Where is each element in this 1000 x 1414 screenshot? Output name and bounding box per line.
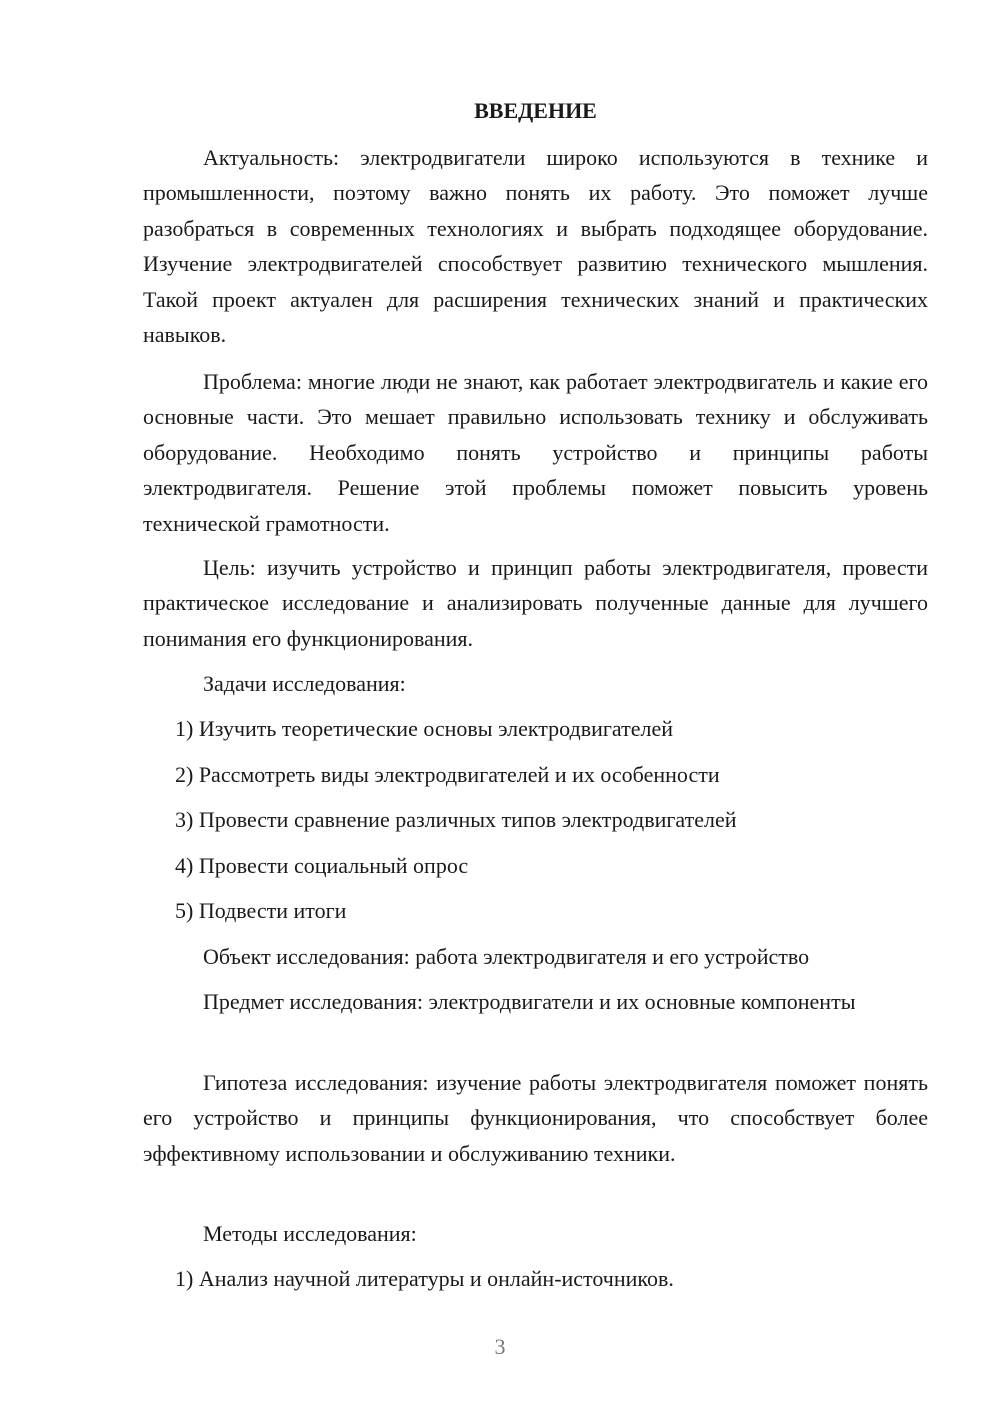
relevance-paragraph: Актуальность: электродвигатели широко используются в технике и промышленности, поэтому важно понять их работу. Это поможет лучше разобраться в современных технологиях и выбрать подходящее оборудование. Изучение электродвигателей способствует развитию технического мышления. Такой проект актуален для расширения технических знаний и практических навыков. xyxy=(143,145,928,348)
object-paragraph: Объект исследования: работа электродвигателя и его устройство xyxy=(203,944,810,969)
goal-paragraph: Цель: изучить устройство и принцип работы электродвигателя, провести практическое исследование и анализировать полученные данные для лучшего понимания его функционирования. xyxy=(143,555,928,651)
task-item: 4) Провести социальный опрос xyxy=(175,853,469,878)
task-item: 5) Подвести итоги xyxy=(175,898,347,923)
hypothesis-paragraph: Гипотеза исследования: изучение работы электродвигателя поможет понять его устройство и принципы функционирования, что способствует более эффективному использовании и обслуживанию техники. xyxy=(143,1070,928,1166)
page-heading: ВВЕДЕНИЕ xyxy=(474,98,597,123)
tasks-title: Задачи исследования: xyxy=(203,671,406,696)
problem-paragraph: Проблема: многие люди не знают, как работает электродвигатель и какие его основные части. Это мешает правильно использовать технику и обслуживать оборудование. Необходимо понять устройство и принципы работы электродвигателя. Решение этой проблемы поможет повысить уровень технической грамотности. xyxy=(143,369,928,536)
task-item: 2) Рассмотреть виды электродвигателей и их особенности xyxy=(175,762,720,787)
page-number: 3 xyxy=(494,1334,506,1359)
method-item: 1) Анализ научной литературы и онлайн-источников. xyxy=(175,1266,674,1291)
methods-title: Методы исследования: xyxy=(203,1221,417,1246)
subject-paragraph: Предмет исследования: электродвигатели и их основные компоненты xyxy=(203,989,856,1014)
task-item: 1) Изучить теоретические основы электродвигателей xyxy=(175,716,673,741)
task-item: 3) Провести сравнение различных типов электродвигателей xyxy=(175,807,737,832)
